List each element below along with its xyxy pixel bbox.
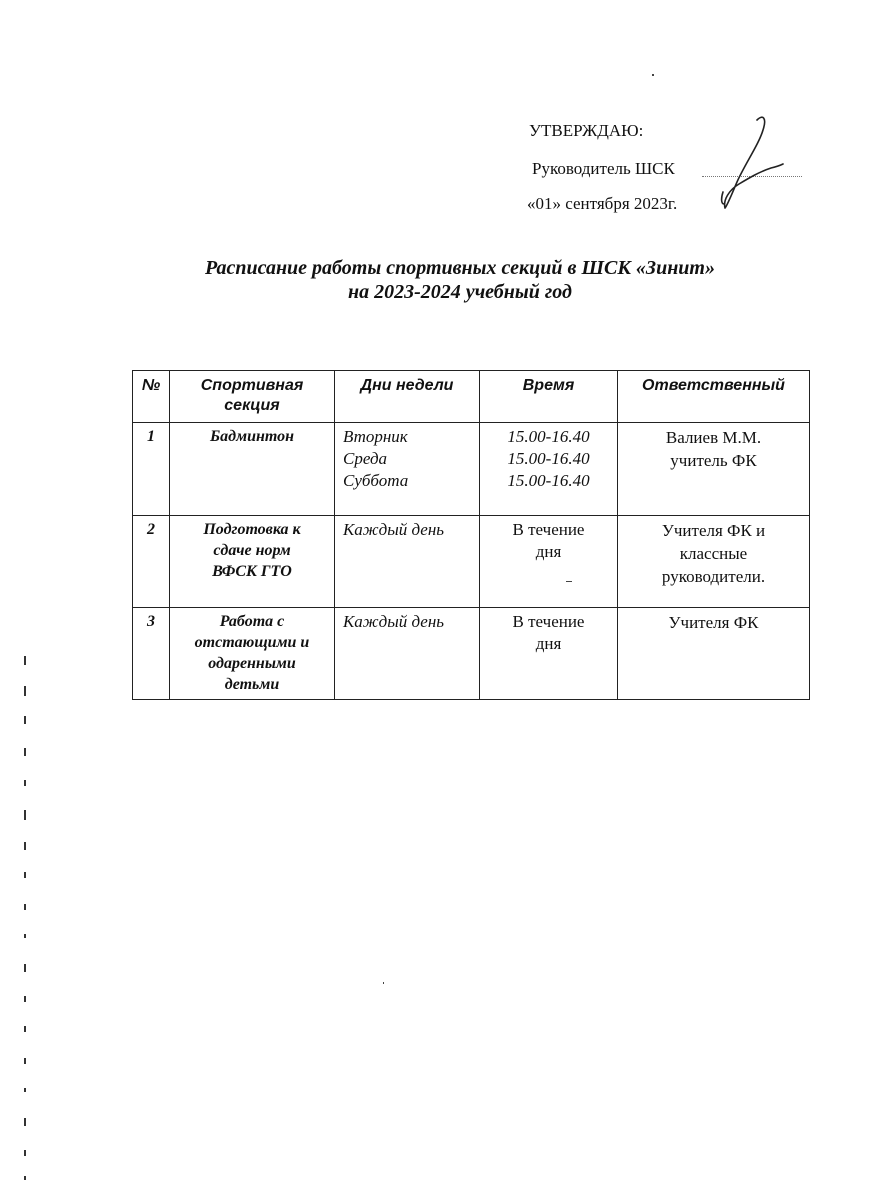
header-num: № — [133, 371, 170, 423]
row-time: 15.00-16.40 15.00-16.40 15.00-16.40 — [480, 423, 618, 516]
row-section: Подготовка к сдаче норм ВФСК ГТО — [170, 516, 335, 608]
handwritten-signature — [715, 112, 785, 212]
document-subtitle: на 2023-2024 учебный год — [348, 281, 572, 303]
header-responsible: Ответственный — [618, 371, 810, 423]
row-time: В течение дня — [480, 608, 618, 700]
table-row — [133, 516, 810, 608]
row-responsible: Учителя ФК и классные руководители. — [618, 516, 810, 608]
row-days: Каждый день — [335, 608, 480, 700]
row-num: 1 — [133, 423, 170, 516]
row-time: В течение дня — [480, 516, 618, 608]
row-responsible: Учителя ФК — [618, 608, 810, 700]
row-num: 2 — [133, 516, 170, 608]
header-section: Спортивная секция — [170, 371, 335, 423]
row-days: Каждый день — [335, 516, 480, 608]
schedule-table — [132, 370, 810, 700]
table-row — [133, 423, 810, 516]
scan-speck — [566, 581, 572, 582]
approve-label: УТВЕРЖДАЮ: — [529, 121, 644, 140]
row-section: Работа с отстающими и одаренными детьми — [170, 608, 335, 700]
row-days: Вторник Среда Суббота — [335, 423, 480, 516]
approval-date: «01» сентября 2023г. — [527, 194, 678, 213]
scan-speck — [652, 74, 654, 76]
scan-margin-marks — [22, 620, 28, 1200]
header-time: Время — [480, 371, 618, 423]
row-num: 3 — [133, 608, 170, 700]
table-header-row — [133, 371, 810, 423]
row-section: Бадминтон — [170, 423, 335, 516]
header-days: Дни недели — [335, 371, 480, 423]
approver-position: Руководитель ШСК — [532, 159, 675, 178]
scan-speck — [383, 982, 384, 984]
document-title: Расписание работы спортивных секций в ШСК «Зинит» — [205, 257, 715, 279]
table-row — [133, 608, 810, 700]
row-responsible: Валиев М.М. учитель ФК — [618, 423, 810, 516]
